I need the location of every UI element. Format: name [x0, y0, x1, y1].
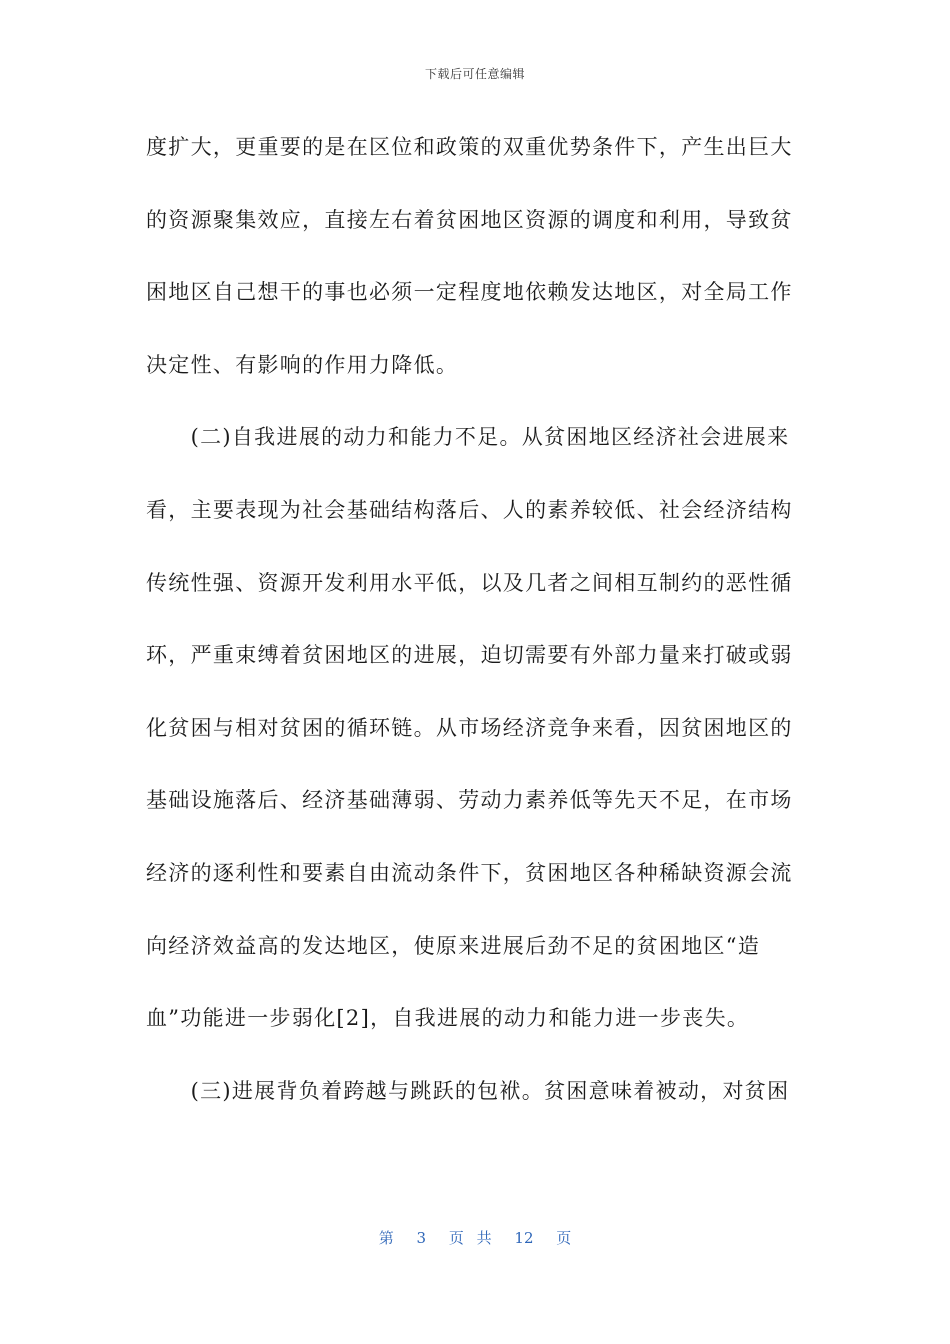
page-header: 下载后可任意编辑 [424, 67, 525, 81]
text-line: 经济的逐利性和要素自由流动条件下，贫困地区各种稀缺资源会流 [146, 860, 793, 885]
total-suffix: 页 [556, 1229, 572, 1247]
text-line: 环，严重束缚着贫困地区的进展，迫切需要有外部力量来打破或弱 [146, 643, 793, 668]
text-line: 传统性强、资源开发利用水平低，以及几者之间相互制约的恶性循 [146, 570, 793, 595]
total-label: 共 [476, 1229, 492, 1247]
page-label: 第 [378, 1229, 394, 1247]
text-line: 度扩大，更重要的是在区位和政策的双重优势条件下，产生出巨大 [146, 135, 793, 159]
text-line: 化贫困与相对贫困的循环链。从市场经济竞争来看，因贫困地区的 [146, 715, 793, 740]
text-line: 基础设施落后、经济基础薄弱、劳动力素养低等先天不足，在市场 [146, 788, 793, 813]
text-line: (二)自我进展的动力和能力不足。从贫困地区经济社会进展来 [146, 425, 790, 450]
text-line: 的资源聚集效应，直接左右着贫困地区资源的调度和利用，导致贫 [146, 207, 793, 232]
document-body [146, 122, 796, 1138]
text-line: (三)进展背负着跨越与跳跃的包袱。贫困意味着被动，对贫困 [146, 1078, 790, 1103]
page-suffix: 页 [448, 1229, 464, 1247]
text-line: 向经济效益高的发达地区，使原来进展后劲不足的贫困地区“造 [146, 933, 761, 958]
total-pages: 12 [514, 1229, 534, 1247]
text-line: 困地区自己想干的事也必须一定程度地依赖发达地区，对全局工作 [146, 280, 793, 305]
text-line: 血”功能进一步弱化[2]，自我进展的动力和能力进一步丧失。 [146, 1006, 750, 1031]
text-line: 看，主要表现为社会基础结构落后、人的素养较低、社会经济结构 [146, 497, 793, 522]
page-number: 3 [416, 1229, 427, 1247]
text-line: 决定性、有影响的作用力降低。 [146, 352, 459, 377]
page-footer [0, 1228, 950, 1248]
